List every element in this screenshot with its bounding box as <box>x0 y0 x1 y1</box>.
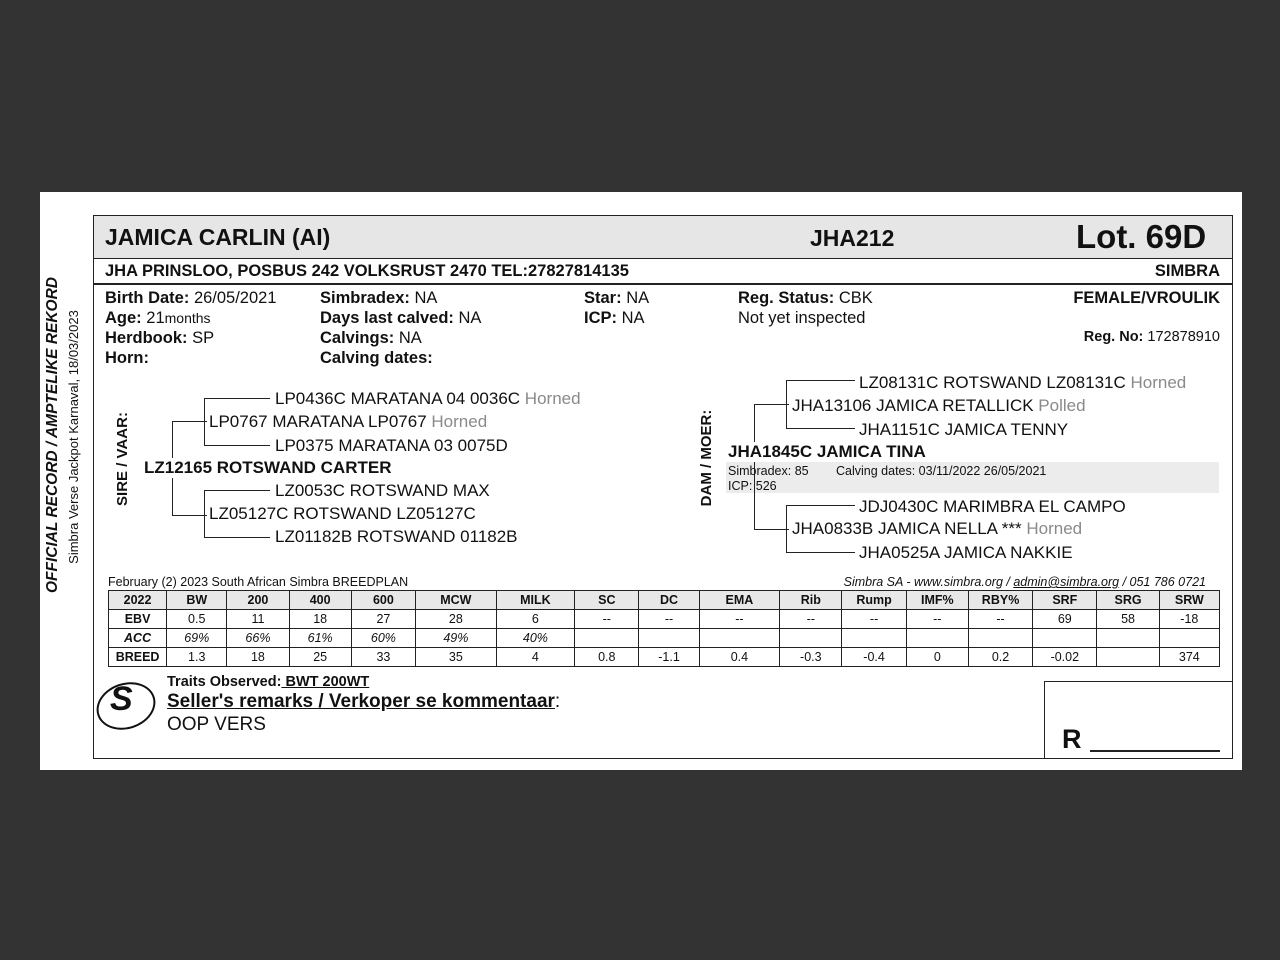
price-field[interactable] <box>1090 750 1220 752</box>
breedplan-cell: 0.4 <box>699 648 780 667</box>
breedplan-row-label: ACC <box>109 629 167 648</box>
breedplan-header-cell: MILK <box>496 591 575 610</box>
dam-sire-sire: LZ08131C ROTSWAND LZ08131C Horned <box>859 373 1187 392</box>
breedplan-cell <box>1097 648 1159 667</box>
breedplan-header-cell: 2022 <box>109 591 167 610</box>
breedplan-cell: -- <box>639 610 699 629</box>
breedplan-cell <box>699 629 780 648</box>
breedplan-header-cell: SRW <box>1159 591 1219 610</box>
breeder-address: JHA PRINSLOO, POSBUS 242 VOLKSRUST 2470 TEL:27827814135 <box>105 262 629 280</box>
breedplan-cell: 1.3 <box>167 648 227 667</box>
breedplan-table <box>108 590 1220 667</box>
sire-dam-sire: LZ0053C ROTSWAND MAX <box>275 481 490 500</box>
dam-icp: ICP: 526 <box>728 479 777 493</box>
breedplan-cell: 28 <box>416 610 497 629</box>
breedplan-cell: 0 <box>906 648 968 667</box>
animal-sale-card <box>40 192 1242 770</box>
breedplan-cell: 49% <box>416 629 497 648</box>
breedplan-header-cell: 600 <box>351 591 415 610</box>
reg-status: Reg. Status: CBK <box>738 289 873 307</box>
breedplan-header-cell: DC <box>639 591 699 610</box>
birth-date: Birth Date: 26/05/2021 <box>105 289 277 307</box>
breedplan-cell: 4 <box>496 648 575 667</box>
breedplan-row-label: EBV <box>109 610 167 629</box>
sex: FEMALE/VROULIK <box>1073 289 1220 307</box>
breedplan-cell <box>575 629 639 648</box>
dam-calving-dates: Calving dates: 03/11/2022 26/05/2021 <box>836 464 1047 478</box>
days-last-calved: Days last calved: NA <box>320 309 482 327</box>
breedplan-cell <box>906 629 968 648</box>
sire-label: SIRE / VAAR: <box>114 412 131 506</box>
inspection-status: Not yet inspected <box>738 309 866 327</box>
seller-remarks-label: Seller's remarks / Verkoper se kommentaar: <box>167 691 561 712</box>
registration-number: Reg. No: 172878910 <box>1083 329 1220 345</box>
breedplan-cell: -- <box>780 610 842 629</box>
breedplan-header-cell: SRF <box>1033 591 1097 610</box>
breedplan-row <box>109 648 1220 667</box>
breedplan-cell: 33 <box>351 648 415 667</box>
breedplan-cell: 25 <box>289 648 351 667</box>
breedplan-cell: 0.8 <box>575 648 639 667</box>
breedplan-row <box>109 629 1220 648</box>
breedplan-caption: February (2) 2023 South African Simbra BREEDPLAN <box>108 575 409 589</box>
breedplan-row-label: BREED <box>109 648 167 667</box>
breedplan-cell <box>639 629 699 648</box>
breedplan-cell: 11 <box>227 610 289 629</box>
breedplan-cell: 61% <box>289 629 351 648</box>
simbra-logo-letter: S <box>110 680 133 718</box>
sire-sire-dam: LP0375 MARATANA 03 0075D <box>275 436 508 455</box>
horn: Horn: <box>105 349 149 367</box>
breedplan-cell: -- <box>968 610 1032 629</box>
breedplan-cell <box>1033 629 1097 648</box>
breedplan-cell: 58 <box>1097 610 1159 629</box>
sire-dam: LZ05127C ROTSWAND LZ05127C <box>209 504 476 523</box>
breedplan-contact: Simbra SA - www.simbra.org / admin@simbra.org / 051 786 0721 <box>843 575 1206 589</box>
simbradex: Simbradex: NA <box>320 289 438 307</box>
dam-sire-dam: JHA1151C JAMICA TENNY <box>859 420 1069 439</box>
breedplan-cell: 18 <box>289 610 351 629</box>
breedplan-cell: -- <box>842 610 906 629</box>
breedplan-cell: 27 <box>351 610 415 629</box>
breedplan-cell: 35 <box>416 648 497 667</box>
breedplan-cell: 0.5 <box>167 610 227 629</box>
animal-name: JAMICA CARLIN (AI) <box>105 224 331 250</box>
calving-dates: Calving dates: <box>320 349 433 367</box>
dam-dam-dam: JHA0525A JAMICA NAKKIE <box>859 543 1073 562</box>
breedplan-cell: 18 <box>227 648 289 667</box>
dam-name: JHA1845C JAMICA TINA <box>728 442 926 461</box>
breedplan-cell: -- <box>575 610 639 629</box>
breedplan-cell <box>780 629 842 648</box>
dam-dam: JHA0833B JAMICA NELLA *** Horned <box>792 519 1083 538</box>
breedplan-header-cell: 200 <box>227 591 289 610</box>
breedplan-header-cell: SRG <box>1097 591 1159 610</box>
breed-name: SIMBRA <box>1154 262 1220 280</box>
breedplan-cell <box>842 629 906 648</box>
breedplan-row <box>109 610 1220 629</box>
breedplan-cell: 60% <box>351 629 415 648</box>
sire-sire-sire: LP0436C MARATANA 04 0036C Horned <box>275 389 581 408</box>
sire-sire: LP0767 MARATANA LP0767 Horned <box>209 412 488 431</box>
breedplan-header-cell: BW <box>167 591 227 610</box>
dam-label: DAM / MOER: <box>698 409 715 507</box>
breedplan-header-cell: IMF% <box>906 591 968 610</box>
breeder-divider <box>93 283 1232 285</box>
breedplan-cell <box>968 629 1032 648</box>
age: Age: 21months <box>105 309 211 327</box>
breedplan-cell: -0.4 <box>842 648 906 667</box>
icp: ICP: NA <box>584 309 645 327</box>
breedplan-cell: 69% <box>167 629 227 648</box>
calvings: Calvings: NA <box>320 329 422 347</box>
breedplan-header-row <box>109 591 1220 610</box>
star: Star: NA <box>584 289 650 307</box>
dam-sire: JHA13106 JAMICA RETALLICK Polled <box>792 396 1086 415</box>
breedplan-cell <box>1097 629 1159 648</box>
sale-event-label: Simbra Verse Jackpot Karnaval, 18/03/2023 <box>66 310 81 564</box>
breedplan-header-cell: MCW <box>416 591 497 610</box>
traits-observed: Traits Observed: BWT 200WT <box>167 674 370 690</box>
breedplan-cell: 6 <box>496 610 575 629</box>
official-record-label: OFFICIAL RECORD / AMPTELIKE REKORD <box>44 276 61 594</box>
breedplan-cell: -- <box>699 610 780 629</box>
breedplan-header-cell: 400 <box>289 591 351 610</box>
breedplan-cell: -18 <box>1159 610 1219 629</box>
breedplan-header-cell: EMA <box>699 591 780 610</box>
sire-name: LZ12165 ROTSWAND CARTER <box>144 458 392 477</box>
herdbook: Herdbook: SP <box>105 329 215 347</box>
breedplan-cell: 66% <box>227 629 289 648</box>
breedplan-cell: -0.3 <box>780 648 842 667</box>
seller-remarks: OOP VERS <box>167 714 266 735</box>
lot-number: Lot. 69D <box>1076 218 1207 255</box>
dam-simbradex: Simbradex: 85 <box>728 464 809 478</box>
breedplan-cell <box>1159 629 1219 648</box>
breedplan-cell: -0.02 <box>1033 648 1097 667</box>
breedplan-header-cell: Rib <box>780 591 842 610</box>
breedplan-header-cell: SC <box>575 591 639 610</box>
breedplan-cell: -1.1 <box>639 648 699 667</box>
breedplan-cell: 0.2 <box>968 648 1032 667</box>
breedplan-cell: -- <box>906 610 968 629</box>
breedplan-header-cell: Rump <box>842 591 906 610</box>
dam-dam-sire: JDJ0430C MARIMBRA EL CAMPO <box>859 497 1126 516</box>
price-label: R <box>1062 724 1082 754</box>
sire-dam-dam: LZ01182B ROTSWAND 01182B <box>275 527 518 546</box>
breedplan-cell: 40% <box>496 629 575 648</box>
breedplan-header-cell: RBY% <box>968 591 1032 610</box>
animal-id: JHA212 <box>810 225 895 251</box>
breedplan-cell: 374 <box>1159 648 1219 667</box>
breedplan-cell: 69 <box>1033 610 1097 629</box>
